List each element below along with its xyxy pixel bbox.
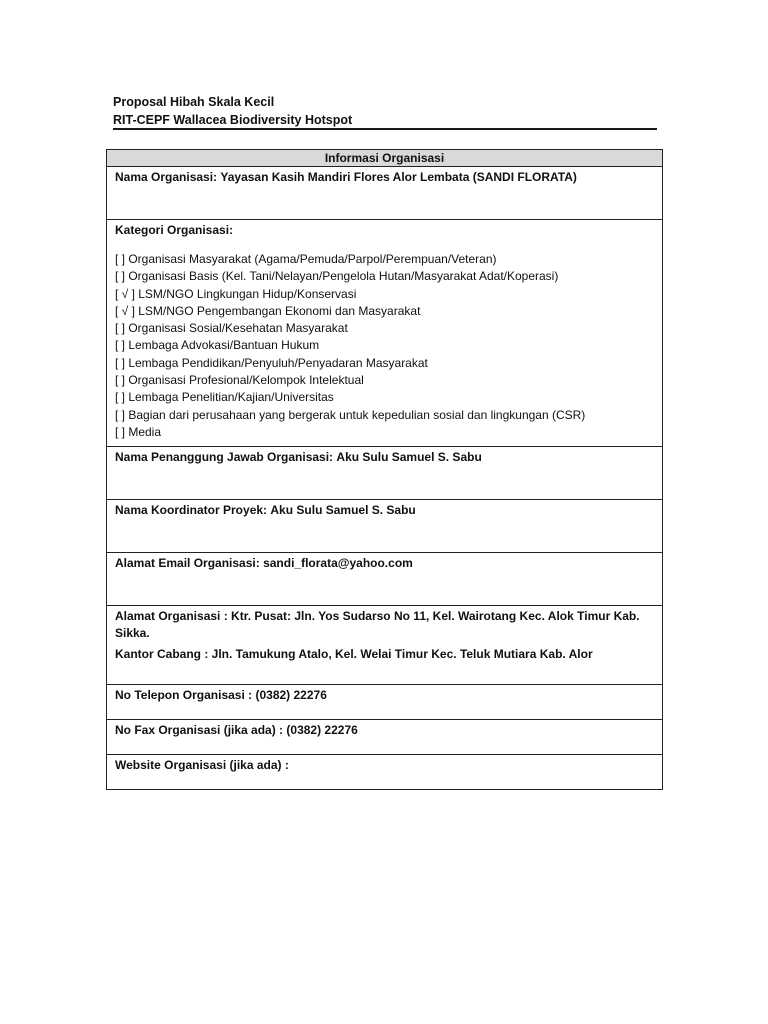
category-item: [ ] Bagian dari perusahaan yang bergerak untuk kepedulian sosial dan lingkungan (CSR)	[115, 407, 586, 422]
header-title: Proposal Hibah Skala Kecil	[113, 95, 275, 109]
category-item: [ ] Organisasi Masyarakat (Agama/Pemuda/Parpol/Perempuan/Veteran)	[115, 252, 497, 266]
responsible-label: Nama Penanggung Jawab Organisasi:	[115, 450, 334, 464]
category-item: [ ] Lembaga Advokasi/Bantuan Hukum	[115, 338, 320, 353]
org-name-cell	[107, 167, 663, 220]
website-cell	[107, 755, 663, 790]
website-label: Website Organisasi (jika ada) :	[115, 758, 289, 772]
category-cell	[107, 220, 663, 447]
category-item: [ √ ] LSM/NGO Lingkungan Hidup/Konservasi	[115, 286, 357, 301]
phone-value: (0382) 22276	[255, 688, 327, 702]
phone-label: No Telepon Organisasi :	[115, 688, 253, 702]
category-label: Kategori Organisasi:	[115, 223, 234, 237]
category-item: [ √ ] LSM/NGO Pengembangan Ekonomi dan Masyarakat	[115, 303, 421, 318]
email-cell	[107, 553, 663, 606]
address-branch: Kantor Cabang : Jln. Tamukung Atalo, Kel. Welai Timur Kec. Teluk Mutiara Kab. Alor	[115, 647, 593, 661]
fax-label: No Fax Organisasi (jika ada) :	[115, 723, 284, 737]
address-cell	[107, 606, 663, 685]
email-label: Alamat Email Organisasi:	[115, 556, 260, 570]
header-subtitle: RIT-CEPF Wallacea Biodiversity Hotspot	[113, 113, 353, 127]
category-item: [ ] Lembaga Penelitian/Kajian/Universitas	[115, 390, 334, 405]
category-item: [ ] Media	[115, 424, 162, 439]
document-header	[113, 93, 657, 129]
table-title: Informasi Organisasi	[107, 150, 663, 167]
coordinator-label: Nama Koordinator Proyek:	[115, 503, 268, 517]
email-value: sandi_florata@yahoo.com	[263, 556, 413, 570]
responsible-cell	[107, 447, 663, 500]
address-main: Alamat Organisasi : Ktr. Pusat: Jln. Yos Sudarso No 11, Kel. Wairotang Kec. Alok Timur Kab. Sikka.	[115, 609, 640, 640]
organization-info-table	[106, 149, 663, 790]
responsible-value: Aku Sulu Samuel S. Sabu	[336, 450, 482, 464]
category-item: [ ] Organisasi Profesional/Kelompok Intelektual	[115, 373, 364, 388]
fax-value: (0382) 22276	[286, 723, 358, 737]
org-name-value: Yayasan Kasih Mandiri Flores Alor Lembata (SANDI FLORATA)	[220, 170, 577, 184]
header-divider	[113, 128, 657, 130]
coordinator-value: Aku Sulu Samuel S. Sabu	[270, 503, 416, 517]
phone-cell	[107, 685, 663, 720]
category-list	[115, 251, 662, 441]
category-item: [ ] Lembaga Pendidikan/Penyuluh/Penyadaran Masyarakat	[115, 355, 428, 370]
category-item: [ ] Organisasi Basis (Kel. Tani/Nelayan/Pengelola Hutan/Masyarakat Adat/Koperasi)	[115, 269, 559, 284]
category-item: [ ] Organisasi Sosial/Kesehatan Masyarakat	[115, 321, 348, 336]
fax-cell	[107, 720, 663, 755]
org-name-label: Nama Organisasi:	[115, 170, 218, 184]
coordinator-cell	[107, 500, 663, 553]
